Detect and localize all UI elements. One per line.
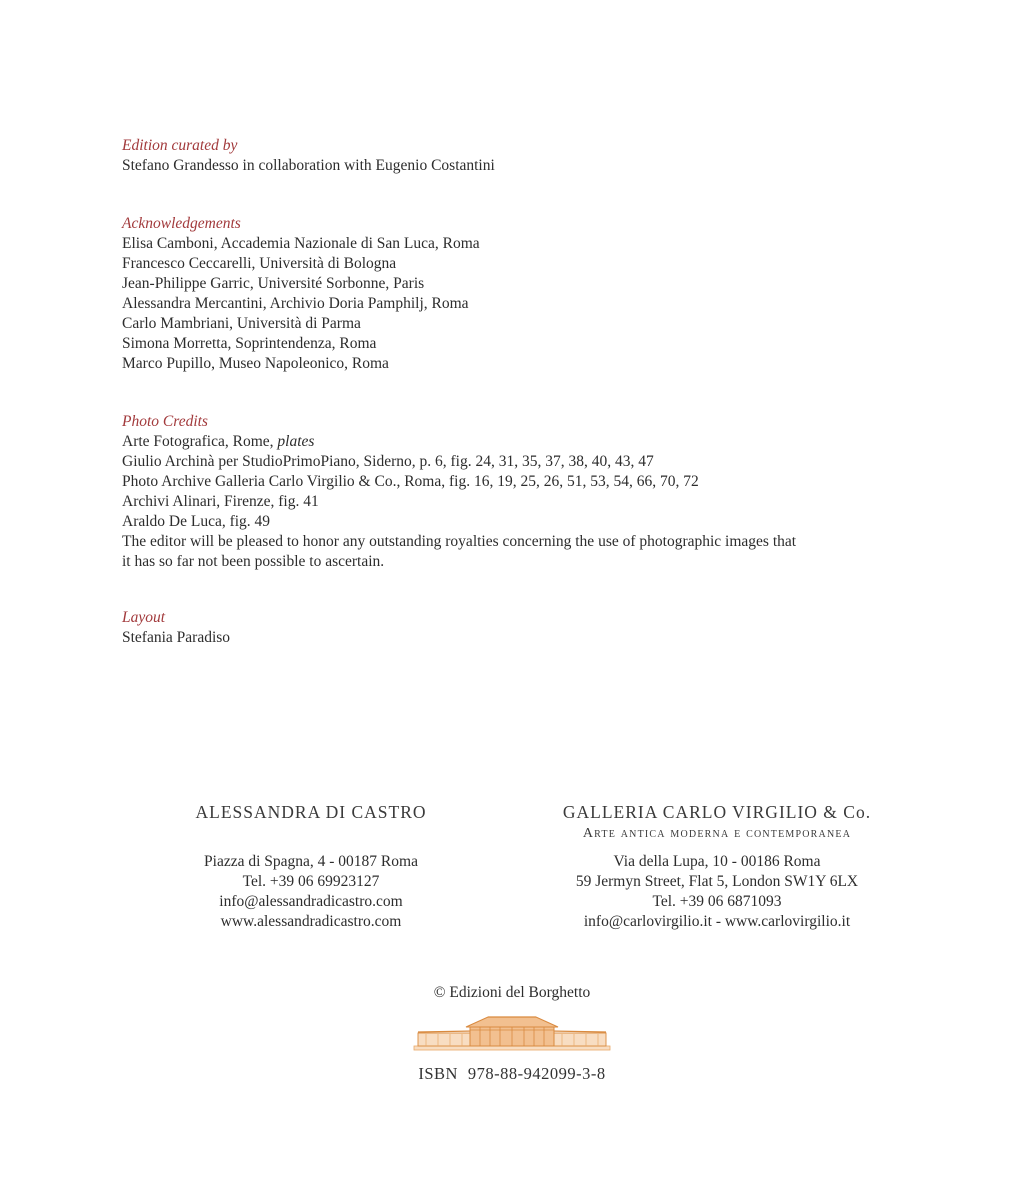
photo-credit-entry: Photo Archive Galleria Carlo Virgilio & Co., Roma, fig. 16, 19, 25, 26, 51, 53, 54, 66, 70, 72 [122, 473, 699, 490]
address-line: Piazza di Spagna, 4 - 00187 Roma [204, 853, 418, 870]
section-photo-credits [122, 412, 882, 572]
publisher-logo [412, 1012, 612, 1054]
gallery-left-column [120, 800, 502, 932]
section-edition [122, 136, 882, 176]
section-layout [122, 608, 882, 648]
photo-credit-entry: Araldo De Luca, fig. 49 [122, 513, 271, 530]
isbn-line [0, 1064, 1024, 1084]
acknowledgement-entry: Jean-Philippe Garric, Université Sorbonne, Paris [122, 275, 425, 292]
section-acknowledgements [122, 214, 882, 374]
gallery-right-tagline: Arte antica moderna e contemporanea [582, 826, 852, 841]
address-line: Tel. +39 06 69923127 [242, 873, 380, 890]
photo-credit-text: Arte Fotografica, Rome, [122, 433, 278, 450]
acknowledgement-entry: Carlo Mambriani, Università di Parma [122, 315, 361, 332]
photo-credit-entry [122, 432, 882, 452]
address-line: Via della Lupa, 10 - 00186 Roma [613, 853, 821, 870]
address-line: Tel. +39 06 6871093 [652, 893, 782, 910]
acknowledgement-entry: Elisa Camboni, Accademia Nazionale di San Luca, Roma [122, 235, 480, 252]
isbn-value: 978-88-942099-3-8 [467, 1064, 606, 1083]
email-text: info@alessandradicastro.com [219, 893, 403, 910]
photo-credit-entry: Archivi Alinari, Firenze, fig. 41 [122, 493, 319, 510]
edition-heading: Edition curated by [122, 137, 238, 154]
acknowledgement-entry: Marco Pupillo, Museo Napoleonico, Roma [122, 355, 389, 372]
website-text: www.alessandradicastro.com [220, 913, 402, 930]
layout-text: Stefania Paradiso [122, 629, 231, 646]
acknowledgement-entry: Francesco Ceccarelli, Università di Bologna [122, 255, 397, 272]
photo-credits-heading: Photo Credits [122, 413, 208, 430]
edition-text: Stefano Grandesso in collaboration with Eugenio Costantini [122, 157, 495, 174]
photo-credit-entry: Giulio Archinà per StudioPrimoPiano, Siderno, p. 6, fig. 24, 31, 35, 37, 38, 40, 43, 47 [122, 453, 654, 470]
gallery-left-address [120, 852, 502, 932]
borghetto-building-sketch-icon [412, 1041, 612, 1058]
photo-credit-italic-text: plates [277, 433, 315, 450]
acknowledgement-entry: Alessandra Mercantini, Archivio Doria Pamphilj, Roma [122, 295, 469, 312]
address-line: 59 Jermyn Street, Flat 5, London SW1Y 6LX [575, 873, 859, 890]
photo-credits-note: The editor will be pleased to honor any outstanding royalties concerning the use of photographic images that it has so far not been possible to ascertain. [122, 533, 797, 570]
acknowledgements-heading: Acknowledgements [122, 215, 241, 232]
email-website-text: info@carlovirgilio.it - www.carlovirgilio.it [583, 913, 851, 930]
gallery-right-address [522, 852, 912, 932]
gallery-right-name: GALLERIA CARLO VIRGILIO & Co. [562, 802, 872, 822]
layout-heading: Layout [122, 609, 166, 626]
gallery-right-column [522, 800, 912, 932]
acknowledgement-entry: Simona Morretta, Soprintendenza, Roma [122, 335, 377, 352]
isbn-label: ISBN [418, 1064, 458, 1083]
gallery-left-name: ALESSANDRA DI CASTRO [195, 802, 427, 822]
publisher-copyright: © Edizioni del Borghetto [433, 984, 591, 1001]
